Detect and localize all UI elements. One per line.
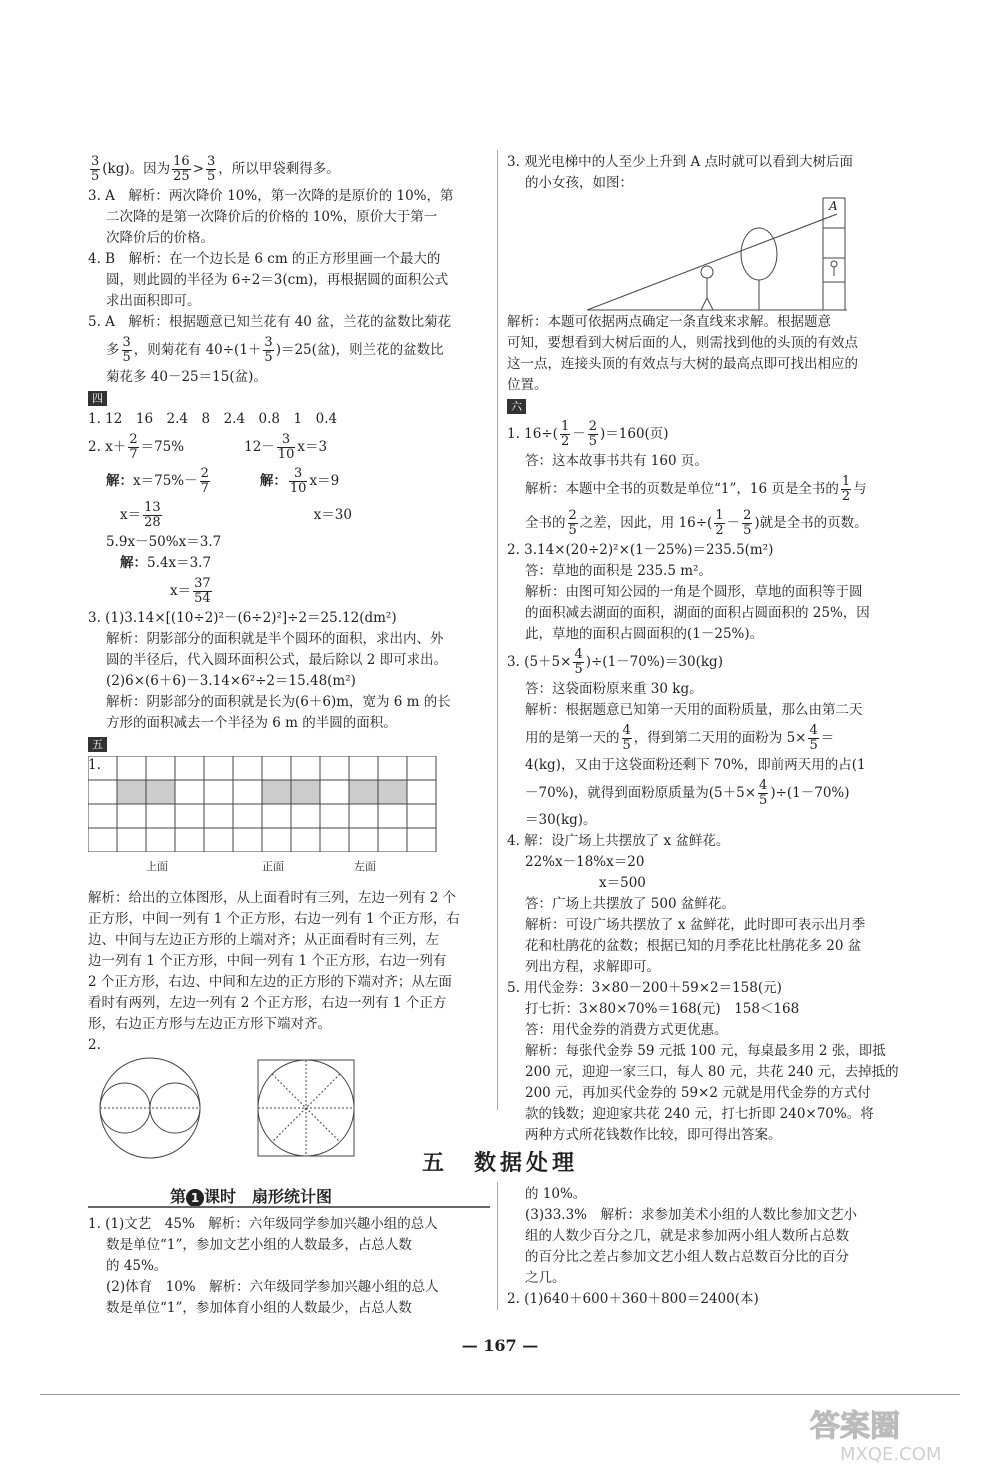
answer-line: 位置。 [507, 377, 548, 393]
section-badge-6: 六 [507, 399, 526, 414]
fraction: $\frac{4}{5}$ [759, 778, 768, 808]
answer-line: 解析：阴影部分的面积就是半个圆环的面积，求出内、外 [106, 631, 444, 647]
answer-line: 圆，则此圆的半径为 6÷2＝3(cm)，再根据圆的面积公式 [106, 272, 449, 288]
footer-rule [40, 1394, 960, 1395]
page-number: — 167 — [461, 1336, 539, 1355]
answer-line: －70%)，就得到面粉原质量为(5＋5× $\frac{4}{5}$ )÷(1－70%) [525, 778, 850, 808]
answer-line: 这一点，连接头顶的有效点与大树的最高点即可找出相应的 [507, 356, 858, 372]
answer-line: 的 10%。 [525, 1186, 587, 1202]
left-column [88, 152, 490, 1175]
answer-line: 边、中间与左边正方形的上端对齐；从正面看时有三列，左 [88, 932, 439, 948]
fraction: $\frac{3}{5}$ [207, 154, 216, 184]
equation-line: x＝ $\frac{13}{28}$ x＝30 [120, 500, 352, 530]
answer-line: 5. A 解析：根据题意已知兰花有 40 盆，兰花的盆数比菊花 [88, 314, 452, 330]
answer-line: 1. [88, 757, 101, 773]
answer-line: 答：草地的面积是 235.5 m²。 [525, 563, 712, 579]
watermark-logo [800, 1402, 990, 1464]
answer-line: 解析：本题可依据两点确定一条直线来求解。根据题意 [507, 314, 831, 330]
fraction: $\frac{4}{5}$ [622, 723, 631, 753]
answer-line: 款的钱数；迎迎家共花 240 元，打七折即 240×70%。将 [525, 1106, 874, 1122]
answer-line: 200 元，迎迎一家三口，每人 80 元，共花 240 元，去掉抵的 [525, 1064, 899, 1080]
answer-line: 菊花多 40－25＝15(盆)。 [106, 369, 267, 385]
grid-label-left: 左面 [354, 860, 376, 873]
equation-line: x＝ $\frac{37}{54}$ [170, 576, 211, 606]
answer-line: 答：用代金券的消费方式更优惠。 [525, 1022, 728, 1038]
answer-line: 花和杜鹃花的盆数；根据已知的月季花比杜鹃花多 20 盆 [525, 938, 862, 954]
fraction: $\frac{16}{25}$ [173, 154, 190, 184]
equation-line: 1. 16÷( $\frac{1}{2}$ － $\frac{2}{5}$ )＝160(页) [507, 419, 669, 449]
answer-line: 解析：根据题意已知第一天用的面粉质量，那么由第二天 [525, 702, 863, 718]
fraction: $\frac{1}{2}$ [560, 419, 570, 449]
answer-line: 2. (1)640＋600＋360＋800＝2400(本) [507, 1291, 759, 1307]
answer-line: 4. B 解析：在一个边长是 6 cm 的正方形里画一个最大的 [88, 251, 441, 267]
answer-line: 方形的面积减去一个半径为 6 m 的半圆的面积。 [106, 715, 397, 731]
answer-line: (2)体育 10% 解析：六年级同学参加兴趣小组的总人 [106, 1279, 439, 1295]
answer-line: 列出方程，求解即可。 [525, 959, 660, 975]
point-a-label: A [829, 199, 838, 213]
fraction: $\frac{3}{5}$ [91, 154, 100, 184]
watermark-text: 答案圈 [810, 1409, 900, 1444]
answer-line: 圆的半径后，代入圆环面积公式，最后除以 2 即可求出。 [106, 652, 448, 668]
answer-line: 的百分比之差占参加文艺小组人数占总数百分比的百分 [525, 1249, 849, 1265]
answer-line: 二次降的是第一次降价后的价格的 10%，原价大于第一 [106, 209, 438, 225]
answer-line: 3. (1)3.14×[(10÷2)²－(6÷2)²]÷2＝25.12(dm²) [88, 610, 397, 626]
fraction: $\frac{2}{5}$ [743, 508, 752, 538]
answer-line: 边一列有 1 个正方形，中间一列有 1 个正方形，右边一列有 [88, 953, 447, 969]
answer-line: 200 元，再加买代金券的 59×2 元就是用代金券的方式付 [525, 1085, 871, 1101]
right-column [507, 152, 912, 1146]
answer-line: 形，右边正方形与左边正方形下端对齐。 [88, 1016, 331, 1032]
fraction: $\frac{1}{2}$ [715, 508, 724, 538]
grid-drawing [88, 756, 448, 852]
column-divider [497, 1182, 498, 1310]
fraction: $\frac{3}{10}$ [277, 432, 295, 462]
answer-line: 解析：可设广场共摆放了 x 盆鲜花，此时即可表示出月季 [525, 917, 866, 933]
answer-line: 1. 12 16 2.4 8 2.4 0.8 1 0.4 [88, 411, 338, 427]
answer-line: 全书的 $\frac{2}{5}$ 之差，因此，用 16÷( $\frac{1}{2}$ － $\frac{2}{5}$ )就是全书的页数。 [525, 508, 868, 538]
answer-line: 答：这本故事书共有 160 页。 [525, 453, 708, 469]
answer-line: 用的是第一天的 $\frac{4}{5}$ ，得到第二天用的面粉为 5× $\frac{4}{5}$ ＝ [525, 723, 835, 753]
fraction: $\frac{2}{5}$ [588, 419, 597, 449]
answer-line: 的面积减去湖面的面积，湖面的面积占圆面积的 25%，因 [525, 605, 870, 621]
answer-line: (2)6×(6＋6)－3.14×6²÷2＝15.48(m²) [106, 673, 356, 689]
answer-line: 此，草地的面积占圆面积的(1－25%)。 [525, 626, 764, 642]
answer-line: 2 个正方形，右边、中间和左边的正方形的下端对齐；从左面 [88, 974, 452, 990]
answer-line: 多 $\frac{3}{5}$ ，则菊花有 40÷(1＋ $\frac{3}{5}$ )＝25(盆)，则兰花的盆数比 [106, 335, 444, 365]
lesson-answers-right [507, 1184, 912, 1310]
answer-line: 解析：本题中全书的页数是单位“1”，16 页是全书的 $\frac{1}{2}$ 与 [525, 474, 867, 504]
answer-line: 4. 解：设广场上共摆放了 x 盆鲜花。 [507, 833, 730, 849]
fraction: $\frac{4}{5}$ [809, 723, 818, 753]
elevator-drawing [587, 194, 927, 312]
answer-line: ＝30(kg)。 [525, 812, 597, 828]
lesson-answers-left [88, 1214, 490, 1319]
answer-line: 5. 用代金券：3×80－200＋59×2＝158(元) [507, 980, 782, 996]
answer-line: 的小女孩，如图： [525, 175, 633, 191]
chapter-title: 五 数据处理 [421, 1151, 578, 1176]
answer-line: 两种方式所花钱数作比较，即可得出答案。 [525, 1127, 782, 1143]
answer-line: 答：这袋面粉原来重 30 kg。 [525, 681, 703, 697]
grid-label-top: 上面 [146, 860, 168, 873]
fraction: $\frac{2}{7}$ [129, 432, 138, 462]
answer-line: 3. 观光电梯中的人至少上升到 A 点时就可以看到大树后面 [507, 154, 854, 170]
lesson-underline [88, 1206, 490, 1208]
answer-line: 可知，要想看到大树后面的人，则需找到他的头顶的有效点 [507, 335, 858, 351]
watermark-url: MXQE.COM [840, 1444, 942, 1464]
answer-line: 次降价后的价格。 [106, 230, 214, 246]
answer-line: x＝500 [599, 875, 646, 891]
fraction: $\frac{13}{28}$ [144, 500, 161, 530]
answer-line: 3. A 解析：两次降价 10%，第一次降的是原价的 10%，第 [88, 188, 454, 204]
fraction: $\frac{4}{5}$ [574, 647, 583, 677]
answer-line: 4(kg)，又由于这袋面粉还剩下 70%，即前两天用的占(1 [525, 757, 866, 773]
lesson-title: 第 1 课时 扇形统计图 [170, 1187, 333, 1206]
answer-line: 组的人数少百分之几，就是求参加两小组人数所占总数 [525, 1228, 849, 1244]
grid-label-front: 正面 [262, 860, 284, 873]
column-divider [497, 150, 498, 1110]
answer-line: 看时有两列，左边一列有 2 个正方形，右边一列有 1 个正方 [88, 995, 447, 1011]
answer-line: 之几。 [525, 1270, 566, 1286]
fraction: $\frac{3}{5}$ [264, 335, 273, 365]
answer-line: 求出面积即可。 [106, 293, 201, 309]
answer-line: 解析：由图可知公园的一角是个圆形，草地的面积等于圆 [525, 584, 863, 600]
answer-line: 2. 3.14×(20÷2)²×(1－25%)＝235.5(m²) [507, 542, 774, 558]
equation-line: 5.9x－50%x＝3.7 [106, 534, 222, 550]
answer-line: 1. (1)文艺 45% 解析：六年级同学参加兴趣小组的总人 [88, 1216, 438, 1232]
fraction: $\frac{2}{5}$ [568, 508, 577, 538]
equation-line: 解：5.4x＝3.7 [120, 555, 212, 571]
answer-line: 解析：每张代金券 59 元抵 100 元，每桌最多用 2 张，即抵 [525, 1043, 886, 1059]
fraction: $\frac{1}{2}$ [841, 474, 851, 504]
answer-line: 解析：阴影部分的面积就是长为(6＋6)m，宽为 6 m 的长 [106, 694, 451, 710]
equation-line: 3. (5＋5× $\frac{4}{5}$ )÷(1－70%)＝30(kg) [507, 647, 723, 677]
equation-line: 2. x＋ $\frac{2}{7}$ ＝75% 12－ $\frac{3}{10}$ x＝3 [88, 432, 328, 462]
fraction: $\frac{2}{7}$ [200, 466, 209, 496]
answer-line: 正方形，中间一列有 1 个正方形，右边一列有 1 个正方形，右 [88, 911, 460, 927]
fraction: $\frac{3}{10}$ [289, 466, 307, 496]
answer-line: 解析：给出的立体图形，从上面看时有三列，左边一列有 2 个 [88, 890, 457, 906]
equation-line: 解：x＝75%－ $\frac{2}{7}$ 解： $\frac{3}{10}$ x＝9 [106, 466, 340, 496]
section-badge-5: 五 [88, 737, 107, 752]
lesson-number-badge: 1 [186, 1189, 204, 1207]
answer-line: 的 45%。 [106, 1258, 168, 1274]
answer-line: 打七折：3×80×70%＝168(元) 158＜168 [525, 1001, 800, 1017]
answer-line: (3)33.3% 解析：求参加美术小组的人数比参加文艺小 [525, 1207, 858, 1223]
answer-line: 数是单位“1”，参加文艺小组的人数最多，占总人数 [106, 1237, 412, 1253]
section-badge-4: 四 [88, 391, 107, 406]
fraction: $\frac{3}{5}$ [122, 335, 131, 365]
answer-line: 数是单位“1”，参加体育小组的人数最少，占总人数 [106, 1300, 412, 1316]
fraction: $\frac{37}{54}$ [194, 576, 211, 606]
view-grid-figure [88, 776, 490, 888]
answer-line: 答：广场上共摆放了 500 盆鲜花。 [525, 896, 735, 912]
answer-line: 22%x－18%x＝20 [525, 854, 645, 870]
answer-line: $\frac{3}{5}$ (kg)。因为 $\frac{16}{25}$ > $\frac{3}{5}$ ，所以甲袋剩得多。 [91, 154, 340, 184]
answer-line: 2. [88, 1037, 101, 1053]
elevator-figure [507, 194, 912, 312]
